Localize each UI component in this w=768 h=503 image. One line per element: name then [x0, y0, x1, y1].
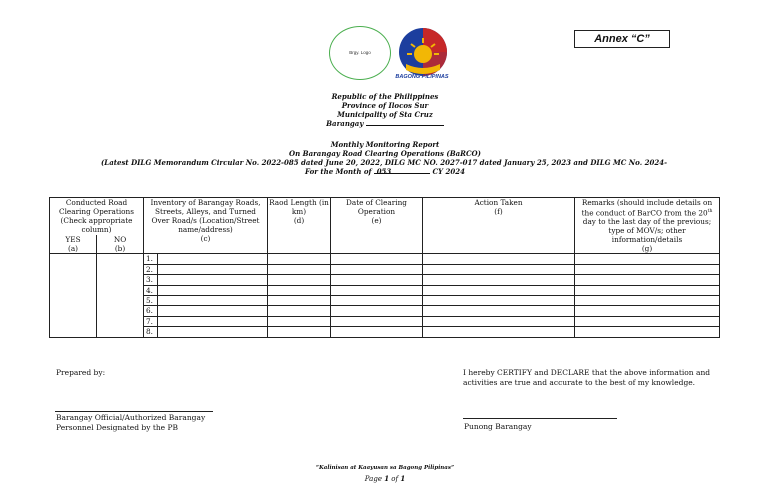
inventory-cell[interactable] [158, 316, 268, 326]
official-signature-line[interactable] [55, 411, 213, 412]
header-b-code: (b) [114, 243, 126, 253]
road-length-cell[interactable] [268, 275, 331, 285]
page-num: 1 [384, 474, 390, 483]
official-title-line1: Barangay Official/Authorized Barangay [56, 413, 206, 422]
header-no [97, 235, 144, 254]
inventory-cell[interactable] [158, 254, 268, 264]
road-length-cell[interactable] [268, 327, 331, 337]
action-cell[interactable] [423, 306, 575, 316]
remarks-cell[interactable] [575, 285, 720, 295]
page-total: 1 [400, 474, 406, 483]
header-conducted-text: Conducted Road Clearing Operations (Check appropriate column) [58, 198, 134, 234]
action-cell[interactable] [423, 254, 575, 264]
table-row [50, 306, 720, 316]
header-g-code: (g) [641, 244, 653, 254]
row-number: 7. [144, 316, 158, 326]
barangay-label: Barangay [326, 119, 364, 128]
road-length-cell[interactable] [268, 254, 331, 264]
row-number: 2. [144, 264, 158, 274]
month-prefix: For the Month of [305, 167, 372, 176]
inventory-cell[interactable] [158, 275, 268, 285]
remarks-cell[interactable] [575, 275, 720, 285]
table-row [50, 285, 720, 295]
punong-barangay-label: Punong Barangay [464, 422, 532, 431]
inventory-cell[interactable] [158, 264, 268, 274]
header-road-length [268, 198, 331, 254]
row-number: 6. [144, 306, 158, 316]
header-a-code: (a) [67, 243, 79, 253]
header-c-code: (c) [200, 234, 211, 243]
month-suffix: CY 2024 [432, 167, 465, 176]
row-number: 8. [144, 327, 158, 337]
date-cell[interactable] [331, 316, 423, 326]
road-length-cell[interactable] [268, 306, 331, 316]
header-yes-text: YES [65, 234, 81, 244]
road-length-cell[interactable] [268, 316, 331, 326]
report-subtitle: On Barangay Road Clearing Operations (BaRCO) [289, 149, 481, 158]
report-month-line [250, 167, 520, 176]
header-no-text: NO [113, 234, 127, 244]
road-length-cell[interactable] [268, 264, 331, 274]
prepared-by-label: Prepared by: [56, 368, 106, 377]
date-cell[interactable] [331, 295, 423, 305]
table-row [50, 316, 720, 326]
yes-cell[interactable] [50, 254, 97, 337]
row-number: 1. [144, 254, 158, 264]
inventory-cell[interactable] [158, 285, 268, 295]
header-e-code: (e) [371, 216, 382, 225]
header-date [331, 198, 423, 254]
road-length-cell[interactable] [268, 285, 331, 295]
header-yes [50, 235, 97, 254]
row-number: 3. [144, 275, 158, 285]
footer-motto: “Kalinisan at Kaayusan sa Bagong Pilipinas” [315, 465, 455, 471]
date-cell[interactable] [331, 285, 423, 295]
row-number: 4. [144, 285, 158, 295]
action-cell[interactable] [423, 295, 575, 305]
page-of: of [389, 475, 401, 483]
header-action-text: Action Taken [474, 198, 523, 207]
remarks-cell[interactable] [575, 306, 720, 316]
header-d-code: (d) [293, 216, 305, 225]
remarks-cell[interactable] [575, 254, 720, 264]
date-cell[interactable] [331, 254, 423, 264]
remarks-sup: th [707, 209, 713, 214]
action-cell[interactable] [423, 327, 575, 337]
official-title-line2: Personnel Designated by the PB [56, 423, 179, 432]
header-road-length-text: Raod Length (in km) [269, 198, 329, 216]
remarks-cell[interactable] [575, 295, 720, 305]
report-circular: (Latest DILG Memorandum Circular No. 2022-085 dated June 20, 2022, DILG MC NO. 2027-017 dated January 25, 2023 and DILG MC No. 2024-053 [101, 158, 667, 176]
municipality-line: Municipality of Sta Cruz [337, 110, 433, 119]
action-cell[interactable] [423, 316, 575, 326]
header-inventory [144, 198, 268, 254]
bagong-pilipinas-caption: BAGONG PILIPINAS [395, 74, 449, 80]
header-inventory-text: Inventory of Barangay Roads, Streets, Alleys, and Turned Over Road/s (Location/Street name/address) [150, 198, 261, 234]
table-row [50, 264, 720, 274]
brgy-logo-text: Brgy. Logo [349, 50, 371, 55]
header-conducted [50, 198, 144, 235]
header-remarks [575, 198, 720, 254]
row-number: 5. [144, 295, 158, 305]
remarks-cell[interactable] [575, 316, 720, 326]
annex-label: Annex “C” [574, 30, 670, 48]
month-blank[interactable] [374, 167, 430, 174]
action-cell[interactable] [423, 264, 575, 274]
barangay-blank[interactable] [366, 119, 444, 126]
date-cell[interactable] [331, 264, 423, 274]
date-cell[interactable] [331, 275, 423, 285]
republic-line: Republic of the Philippines [331, 92, 439, 101]
remarks-cell[interactable] [575, 264, 720, 274]
no-cell[interactable] [97, 254, 144, 337]
page-pre: Page [364, 475, 385, 483]
date-cell[interactable] [331, 306, 423, 316]
action-cell[interactable] [423, 285, 575, 295]
header-action [423, 198, 575, 254]
table-row [50, 295, 720, 305]
inventory-cell[interactable] [158, 327, 268, 337]
logo-sun [414, 45, 432, 63]
table-body [50, 254, 720, 337]
monitoring-table [49, 197, 720, 338]
remarks-pre: Remarks (should include details on the conduct of BarCO from the 20 [581, 198, 713, 218]
barangay-logo-placeholder [329, 26, 391, 80]
province-line: Province of Ilocos Sur [341, 101, 429, 110]
table-row [50, 275, 720, 285]
certify-statement: I hereby CERTIFY and DECLARE that the above information and activities are true and accurate to the best of my knowledge. [463, 368, 711, 387]
inventory-cell[interactable] [158, 306, 268, 316]
header-f-code: (f) [494, 207, 503, 216]
date-cell[interactable] [331, 327, 423, 337]
report-title: Monthly Monitoring Report [330, 140, 440, 149]
punong-signature-line[interactable] [463, 418, 617, 419]
table-row [50, 254, 720, 264]
header-remarks-text [576, 198, 718, 244]
action-cell[interactable] [423, 275, 575, 285]
remarks-post: day to the last day of the previous; type of MOV/s; other information/details [582, 217, 712, 245]
road-length-cell[interactable] [268, 295, 331, 305]
inventory-cell[interactable] [158, 295, 268, 305]
barangay-line [250, 119, 520, 128]
remarks-cell[interactable] [575, 327, 720, 337]
table-row [50, 327, 720, 337]
header-date-text: Date of Clearing Operation [346, 198, 407, 216]
footer-page-number [250, 474, 520, 483]
